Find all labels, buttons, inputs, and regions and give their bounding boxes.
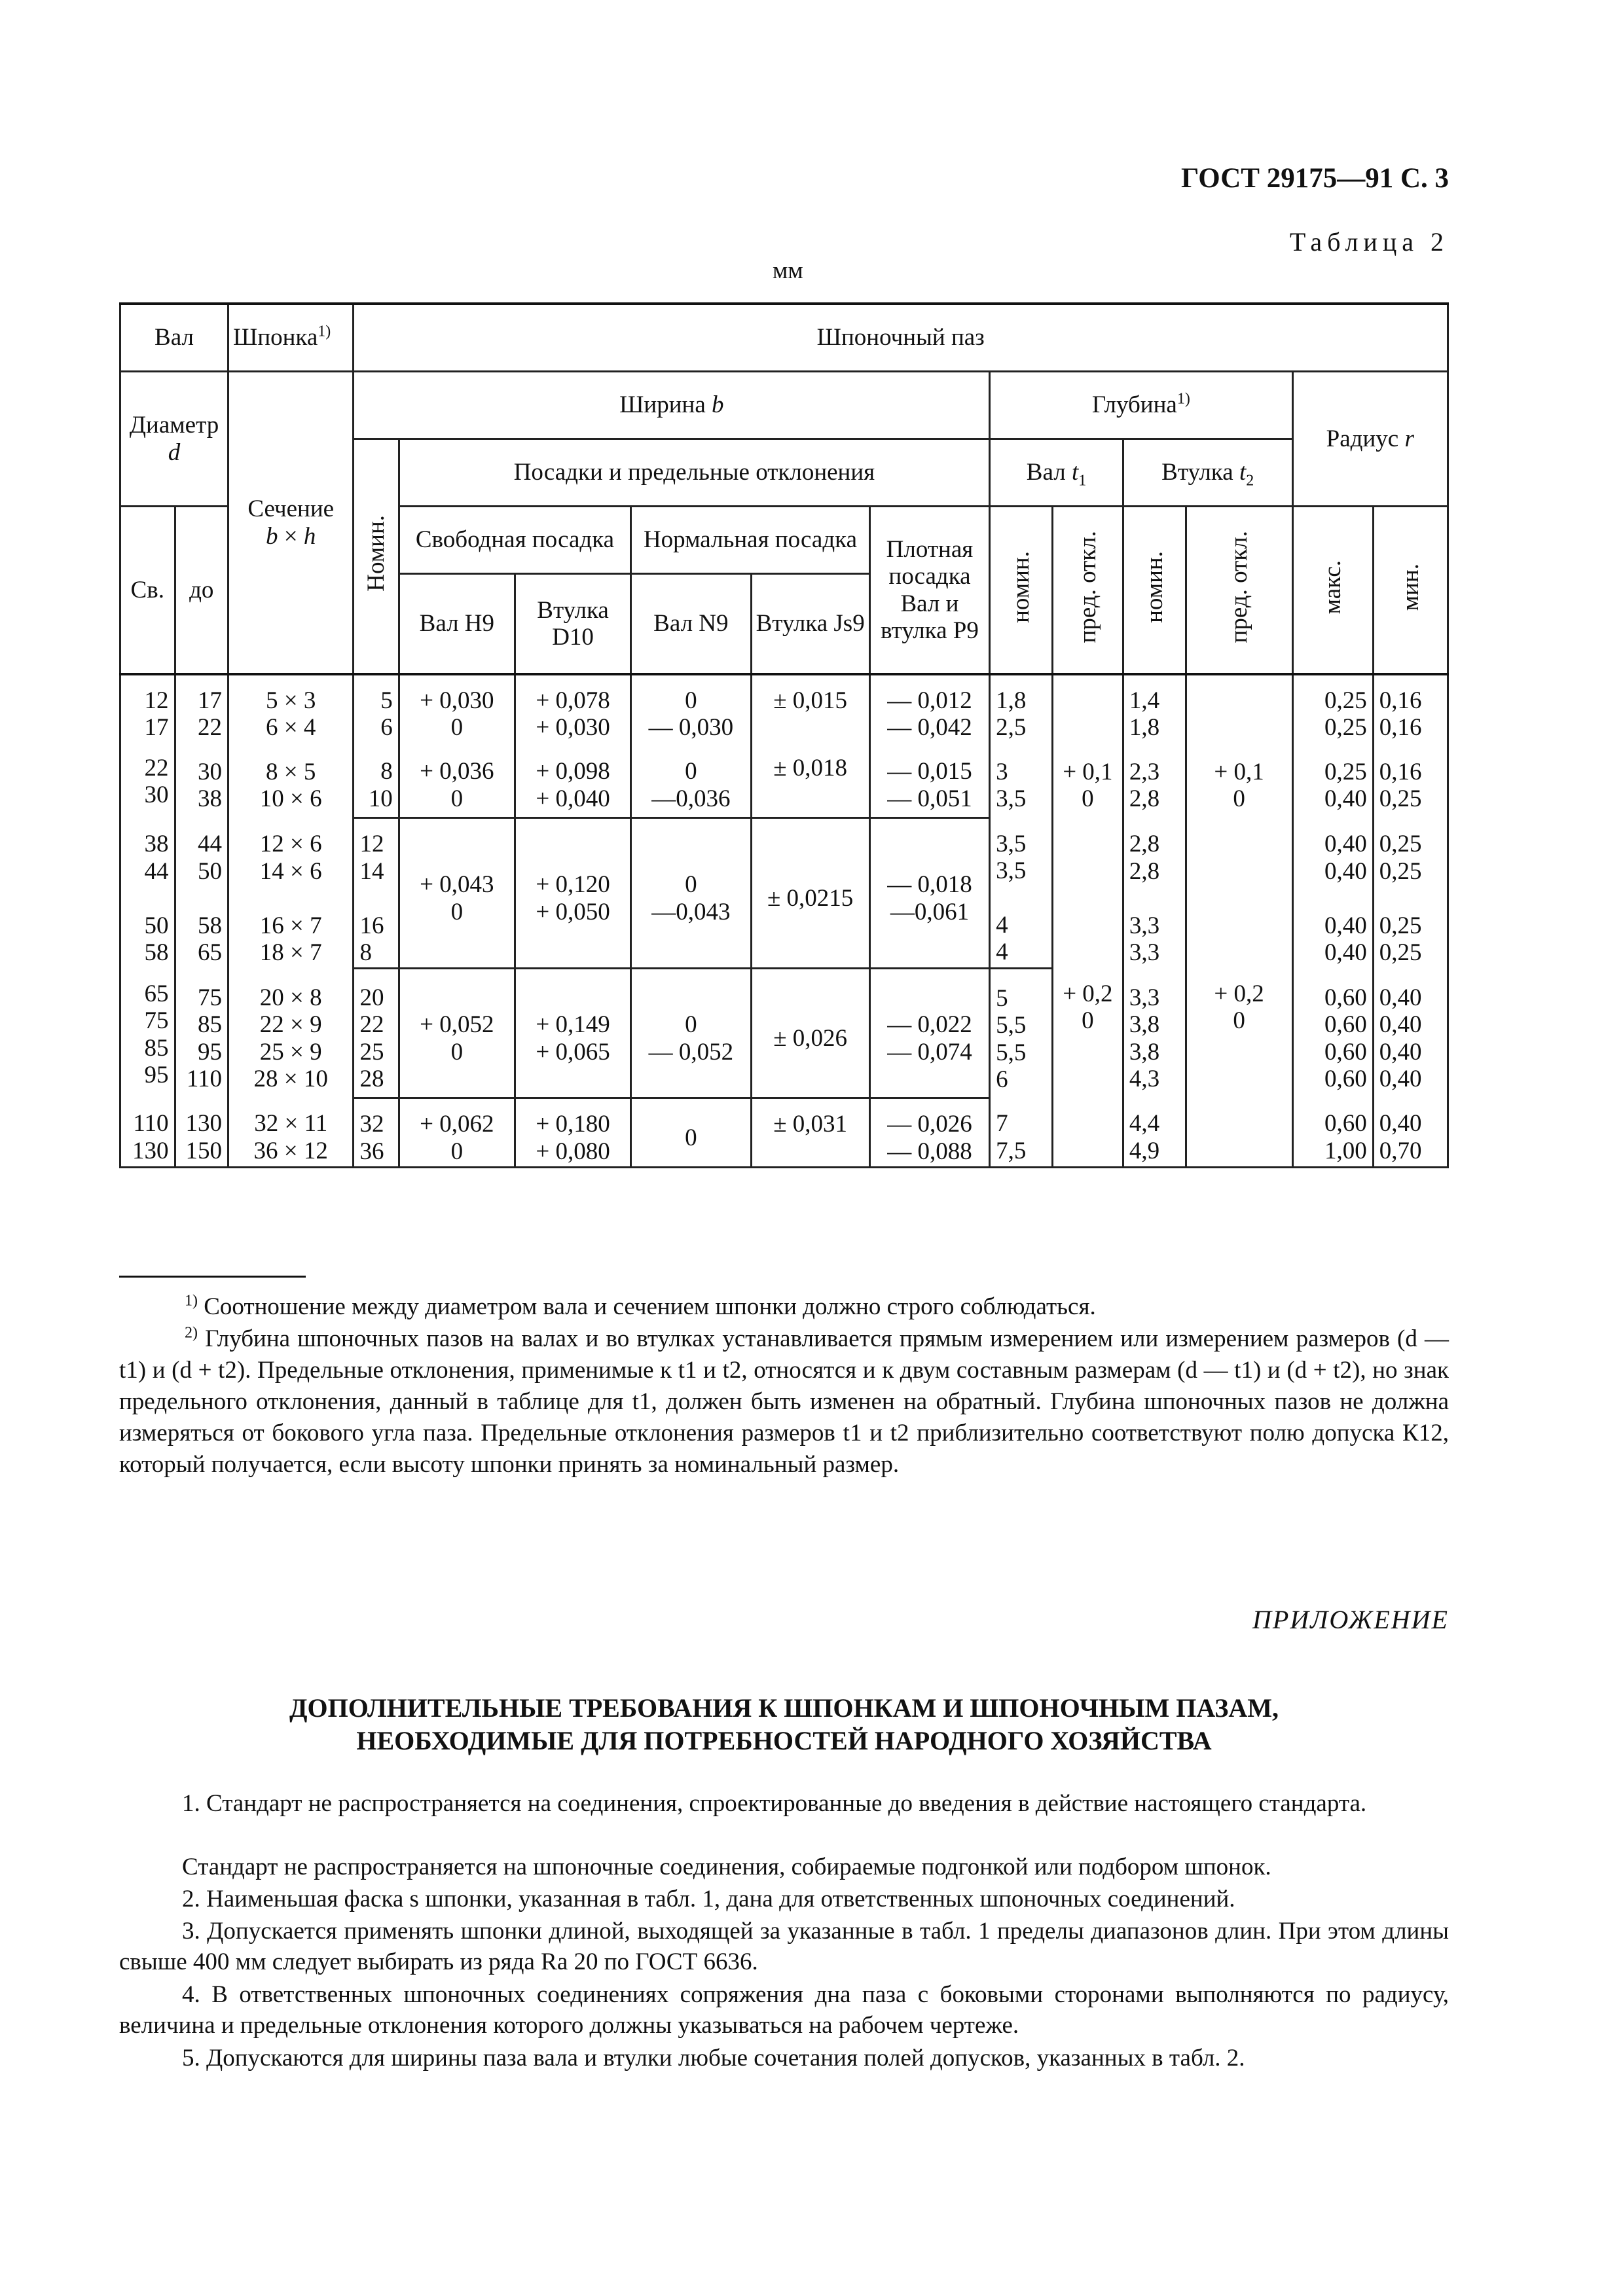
appendix-paragraph-2: 2. Наименьшая фаска s шпонки, указанная в табл. 1, дана для ответственных шпоночных соединений. — [182, 1886, 1235, 1912]
col-header-radius-min: мин. — [1373, 507, 1448, 675]
table-label: Таблица 2 — [1289, 227, 1449, 257]
col-header-to: до — [175, 507, 228, 675]
table-row: 22 30 30 38 8 × 5 10 × 6 8 10 + 0,036 0 + 0,098 + 0,040 0 —0,036 ± 0,018 — 0,015 — 0,051 3 3,5 + 0,1 0 2,3 2,8 + 0,1 0 0,25 0,40 0,16 0,25 — [120, 743, 1448, 818]
col-header-slot: Шпоночный паз — [354, 304, 1448, 372]
col-header-free-fit: Свободная посадка — [399, 507, 630, 574]
col-header-shaft: Вал — [120, 304, 228, 372]
appendix-paragraph-5: 5. Допускаются для ширины паза вала и втулки любые сочетания полей допусков, указанных в табл. 2. — [182, 2045, 1245, 2072]
col-header-key: Шпонка$^{1)}$ — [228, 304, 354, 372]
key-dimensions-table — [119, 302, 1449, 1168]
appendix-paragraph-3: 3. Допускается применять шпонки длиной, выходящей за указанные в табл. 1 пределы диапазонов длин. При этом длины свыше 400 мм следует выбирать из ряда Ra 20 по ГОСТ 6636. — [119, 1918, 1449, 1975]
footnote-2: $^{2)}$ Глубина шпоночных пазов на валах и во втулках устанавливается прямым измерением или измерением размеров (d — t1) и (d + t2). Предельные отклонения, применимые к t1 и t2, относятся и к двум составным размерам (d — t1) и (d + t2), но знак предельного отклонения, данный в таблице для t1, должен быть изменен на обратный. Глубина шпоночных пазов не должна измеряться от бокового угла паза. Предельные отклонения размеров t1 и t2 приблизительно соответствуют полю допуска К12, который получается, если высоту шпонки принять за номинальный размер. — [119, 1324, 1450, 1478]
appendix-paragraph-1b: Стандарт не распространяется на шпоночные соединения, собираемые подгонкой или подбором шпонок. — [182, 1854, 1271, 1880]
col-header-js9: Втулка Js9 — [751, 574, 869, 675]
table-row: 110 130 130 150 32 × 11 36 × 12 32 36 + 0,062 0 + 0,180 + 0,080 0 ± 0,031 — 0,026 — 0,088 7 7,5 4,4 4,9 0,60 1,00 0,40 0,70 — [120, 1098, 1448, 1168]
appendix-label: ПРИЛОЖЕНИЕ — [1252, 1605, 1449, 1634]
col-header-h9: Вал Н9 — [399, 574, 515, 675]
appendix-paragraph-1: 1. Стандарт не распространяется на соединения, спроектированные до введения в действие настоящего стандарта. — [182, 1790, 1367, 1817]
col-header-normal-fit: Нормальная посадка — [631, 507, 870, 574]
col-header-shaft-t1: Вал $t_1$ — [990, 439, 1123, 507]
col-header-t1-deviation: пред. откл. — [1052, 507, 1123, 675]
col-header-section: Сечение b × h — [228, 372, 354, 675]
col-header-t1-nominal: номин. — [990, 507, 1053, 675]
col-header-from: Св. — [120, 507, 175, 675]
col-header-diameter: Диаметр d — [120, 372, 228, 507]
col-header-d10: Втулка D10 — [515, 574, 630, 675]
col-header-t2-deviation: пред. откл. — [1186, 507, 1292, 675]
col-header-radius: Радиус r — [1292, 372, 1448, 507]
footnote-separator — [119, 1276, 306, 1278]
col-header-width: Ширина b — [354, 372, 990, 439]
col-header-radius-max: макс. — [1292, 507, 1373, 675]
footnote-1: $^{1)}$ Соотношение между диаметром вала и сечением шпонки должно строго соблюдаться. — [185, 1292, 1096, 1320]
col-header-t2-nominal: номин. — [1123, 507, 1186, 675]
col-header-n9: Вал N9 — [631, 574, 751, 675]
table-row: 65 75 85 95 75 85 95 110 20 × 8 22 × 9 25 × 9 28 × 10 20 22 25 28 + 0,052 0 + 0,149 + 0,065 0 — 0,052 ± 0,026 — 0,022 — 0,074 5 5,5 5,5 6 + 0,2 0 3,3 3,8 3,8 4,3 + 0,2 0 0,60 0,60 0,60 0,60 0,40 0,40 0,40 0,40 — [120, 969, 1448, 1098]
col-header-depth: Глубина$^{1)}$ — [990, 372, 1292, 439]
units-label: мм — [773, 257, 803, 284]
appendix-paragraph-4: 4. В ответственных шпоночных соединениях сопряжения дна паза с боковыми сторонами выполняются по радиусу, величина и предельные отклонения которого должны указываться на рабочем чертеже. — [119, 1981, 1449, 2039]
appendix-title: ДОПОЛНИТЕЛЬНЫЕ ТРЕБОВАНИЯ К ШПОНКАМ И ШПОНОЧНЫМ ПАЗАМ, НЕОБХОДИМЫЕ ДЛЯ ПОТРЕБНОСТЕЙ НАРОДНОГО ХОЗЯЙСТВА — [289, 1693, 1279, 1755]
col-header-fits: Посадки и предельные отклонения — [399, 439, 989, 507]
col-header-tight-fit: Плотная посадка Вал и втулка Р9 — [869, 507, 989, 675]
col-header-nominal: Номин. — [354, 439, 399, 675]
table-row: 38 44 50 58 44 50 58 65 12 × 6 14 × 6 16 × 7 18 × 7 12 14 16 8 + 0,043 0 + 0,120 + 0,050 0 —0,043 ± 0,0215 — 0,018 —0,061 3,5 3,5 4 4 2,8 2,8 3,3 3,3 0,40 0,40 0,40 0,40 0,25 0,25 0,25 0,25 — [120, 818, 1448, 969]
table-row: 12 17 17 22 5 × 3 6 × 4 5 6 + 0,030 0 + 0,078 + 0,030 0 — 0,030 ± 0,015 — 0,012 — 0,042 1,8 2,5 1,4 1,8 0,25 0,25 0,16 0,16 — [120, 674, 1448, 743]
page-header: ГОСТ 29175—91 С. 3 — [1180, 163, 1449, 194]
col-header-hub-t2: Втулка $t_2$ — [1123, 439, 1292, 507]
